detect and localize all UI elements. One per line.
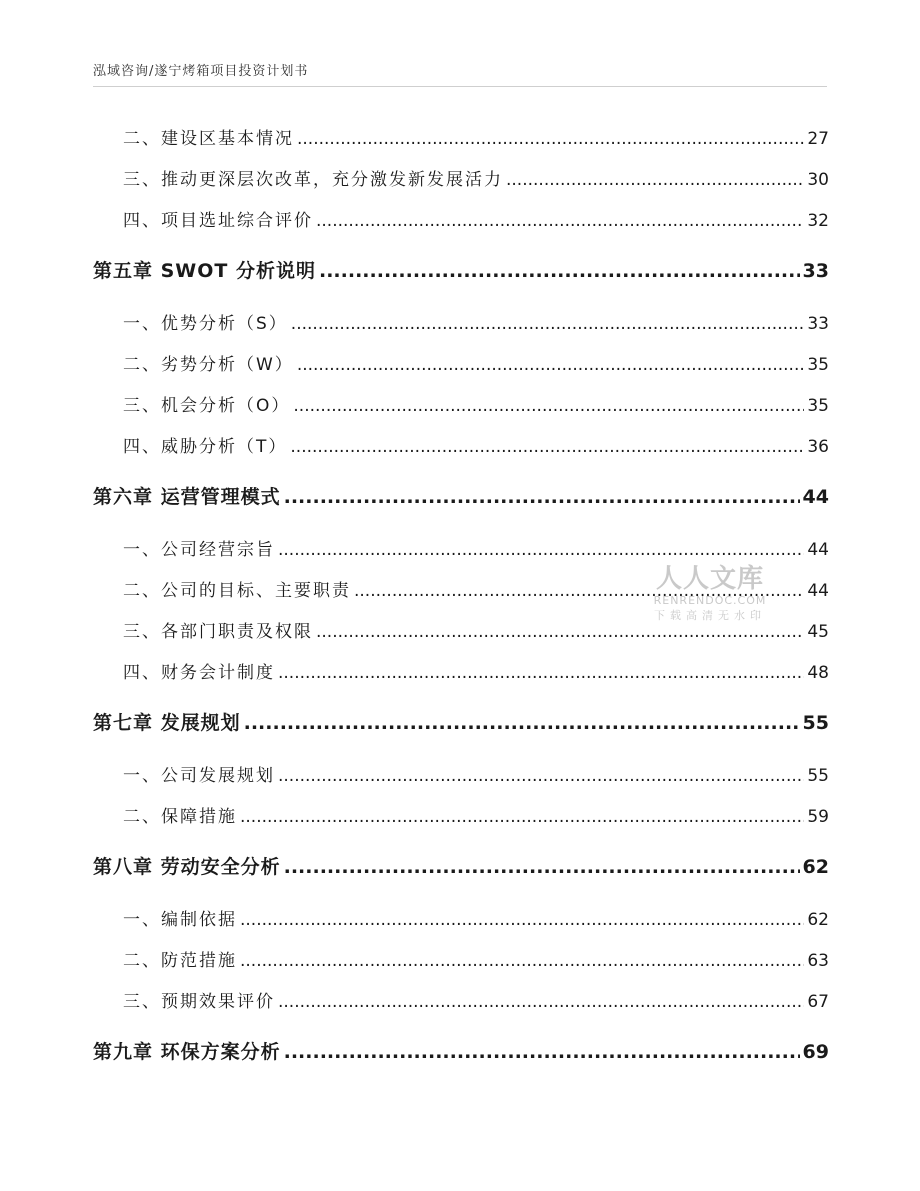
toc-dot-leader (240, 807, 804, 827)
toc-entry-title: 优势分析（S） (161, 314, 288, 334)
toc-dot-leader (278, 540, 804, 560)
toc-entry-title: 第五章 SWOT 分析说明 (93, 260, 316, 282)
toc-entry-page-number: 44 (807, 581, 829, 601)
toc-section-entry[interactable] (93, 165, 829, 190)
toc-dot-leader (240, 910, 804, 930)
toc-dot-leader (291, 314, 805, 334)
watermark-slogan: 下载高清无水印 (654, 609, 766, 622)
toc-entry-number: 三、 (123, 170, 161, 190)
toc-section-entry[interactable] (93, 761, 829, 786)
toc-entry-title: 保障措施 (161, 807, 237, 827)
toc-chapter-entry[interactable] (93, 1037, 829, 1064)
toc-entry-page-number: 62 (802, 856, 829, 878)
toc-entry-number: 一、 (123, 314, 161, 334)
toc-section-entry[interactable] (93, 658, 829, 683)
toc-entry-page-number: 44 (807, 540, 829, 560)
toc-entry-number: 三、 (123, 992, 161, 1012)
toc-entry-title: 第九章 环保方案分析 (93, 1041, 281, 1063)
toc-entry-page-number: 62 (807, 910, 829, 930)
toc-dot-leader (244, 712, 800, 734)
toc-entry-title: 机会分析（O） (161, 396, 291, 416)
toc-entry-number: 二、 (123, 951, 161, 971)
toc-section-entry[interactable] (93, 309, 829, 334)
toc-entry-number: 一、 (123, 540, 161, 560)
toc-section-entry[interactable] (93, 206, 829, 231)
toc-entry-title: 防范措施 (161, 951, 237, 971)
toc-section-entry[interactable] (93, 391, 829, 416)
toc-entry-title: 预期效果评价 (161, 992, 275, 1012)
toc-entry-number: 四、 (123, 663, 161, 683)
toc-entry-title: 第七章 发展规划 (93, 712, 241, 734)
toc-section-entry[interactable] (93, 987, 829, 1012)
toc-dot-leader (316, 211, 804, 231)
toc-entry-number: 二、 (123, 129, 161, 149)
toc-entry-page-number: 63 (807, 951, 829, 971)
toc-entry-title: 财务会计制度 (161, 663, 275, 683)
toc-dot-leader (316, 622, 804, 642)
toc-dot-leader (278, 766, 804, 786)
toc-entry-page-number: 69 (802, 1041, 829, 1063)
toc-dot-leader (297, 129, 804, 149)
toc-entry-title: 劣势分析（W） (161, 355, 294, 375)
toc-entry-page-number: 27 (807, 129, 829, 149)
toc-entry-title: 第六章 运营管理模式 (93, 486, 281, 508)
toc-dot-leader (284, 486, 800, 508)
toc-section-entry[interactable] (93, 905, 829, 930)
toc-entry-page-number: 55 (807, 766, 829, 786)
toc-dot-leader (284, 856, 800, 878)
toc-entry-number: 三、 (123, 396, 161, 416)
toc-section-entry[interactable] (93, 124, 829, 149)
toc-entry-title: 威胁分析（T） (161, 437, 288, 457)
toc-dot-leader (290, 437, 804, 457)
toc-entry-page-number: 33 (807, 314, 829, 334)
toc-entry-page-number: 45 (807, 622, 829, 642)
toc-entry-title: 公司的目标、主要职责 (161, 581, 351, 601)
toc-entry-title: 项目选址综合评价 (161, 211, 313, 231)
toc-entry-number: 一、 (123, 766, 161, 786)
watermark-logo: 人人文库 (655, 564, 764, 594)
toc-chapter-entry[interactable] (93, 708, 829, 735)
toc-entry-page-number: 55 (802, 712, 829, 734)
toc-entry-number: 一、 (123, 910, 161, 930)
toc-section-entry[interactable] (93, 946, 829, 971)
toc-entry-title: 公司发展规划 (161, 766, 275, 786)
toc-entry-title: 公司经营宗旨 (161, 540, 275, 560)
toc-entry-page-number: 35 (807, 396, 829, 416)
toc-entry-page-number: 59 (807, 807, 829, 827)
toc-entry-title: 各部门职责及权限 (161, 622, 313, 642)
toc-entry-page-number: 48 (807, 663, 829, 683)
toc-entry-page-number: 67 (807, 992, 829, 1012)
toc-entry-page-number: 30 (807, 170, 829, 190)
toc-entry-number: 四、 (123, 211, 161, 231)
toc-dot-leader (278, 992, 804, 1012)
toc-entry-title: 编制依据 (161, 910, 237, 930)
toc-dot-leader (240, 951, 804, 971)
toc-entry-page-number: 44 (802, 486, 829, 508)
toc-dot-leader (293, 396, 804, 416)
toc-chapter-entry[interactable] (93, 852, 829, 879)
toc-entry-page-number: 36 (807, 437, 829, 457)
toc-chapter-entry[interactable] (93, 256, 829, 283)
toc-entry-number: 二、 (123, 581, 161, 601)
toc-section-entry[interactable] (93, 350, 829, 375)
toc-entry-number: 四、 (123, 437, 161, 457)
toc-entry-number: 二、 (123, 807, 161, 827)
toc-entry-number: 二、 (123, 355, 161, 375)
toc-dot-leader (278, 663, 804, 683)
toc-entry-title: 第八章 劳动安全分析 (93, 856, 281, 878)
toc-section-entry[interactable] (93, 802, 829, 827)
toc-entry-page-number: 33 (802, 260, 829, 282)
page-header: 泓域咨询/遂宁烤箱项目投资计划书 (93, 64, 309, 79)
toc-entry-page-number: 32 (807, 211, 829, 231)
toc-chapter-entry[interactable] (93, 482, 829, 509)
watermark-domain: RENRENDOC.COM (653, 594, 767, 607)
toc-dot-leader (297, 355, 805, 375)
toc-dot-leader (284, 1041, 800, 1063)
toc-dot-leader (319, 260, 800, 282)
toc-dot-leader (506, 170, 804, 190)
toc-entry-title: 推动更深层次改革，充分激发新发展活力 (161, 170, 503, 190)
toc-section-entry[interactable] (93, 432, 829, 457)
watermark (648, 564, 772, 624)
toc-entry-page-number: 35 (807, 355, 829, 375)
toc-entry-number: 三、 (123, 622, 161, 642)
toc-section-entry[interactable] (93, 535, 829, 560)
toc-entry-title: 建设区基本情况 (161, 129, 294, 149)
